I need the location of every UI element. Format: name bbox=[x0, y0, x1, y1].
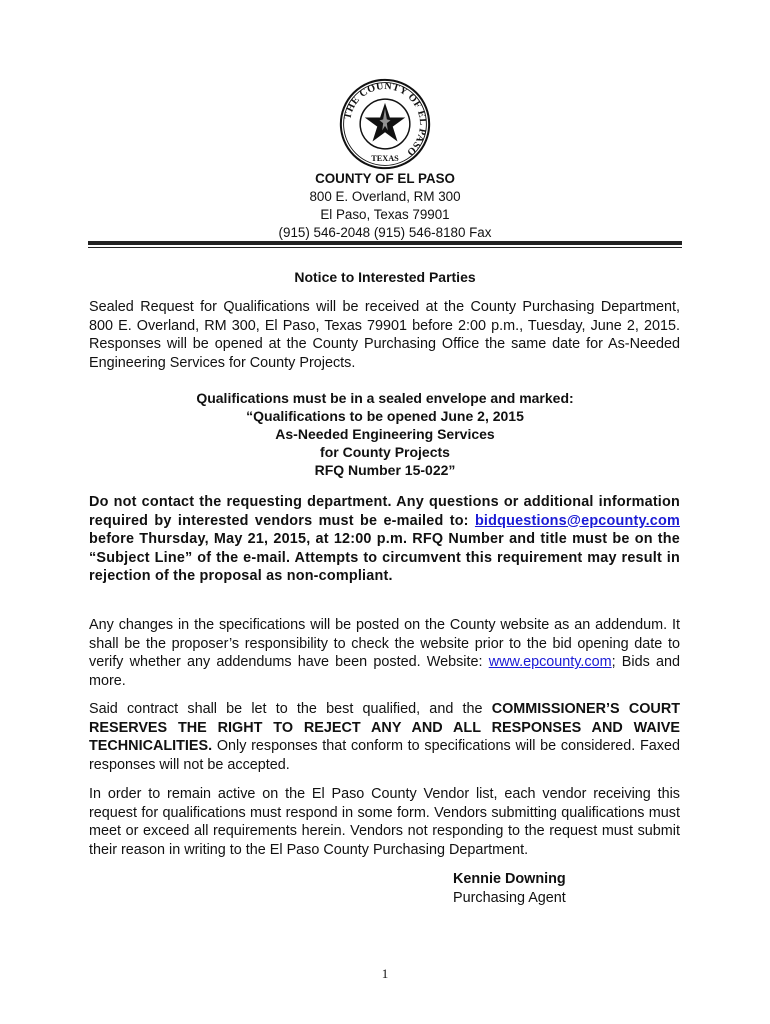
seal-bottom-text: TEXAS bbox=[371, 153, 399, 163]
changes-paragraph bbox=[89, 616, 680, 690]
address-line-1: 800 E. Overland, RM 300 bbox=[309, 189, 461, 204]
signatory-title: Purchasing Agent bbox=[453, 889, 566, 906]
envelope-line: Qualifications must be in a sealed envelope and marked: bbox=[196, 390, 574, 406]
envelope-line: “Qualifications to be opened June 2, 2015 bbox=[246, 408, 524, 424]
contact-text-after: before Thursday, May 21, 2015, at 12:00 p.m. RFQ Number and title must be on the “Subject Line” of the e-mail. Attempts to circumvent this requirement may result in rejection of the proposal as non-compliant. bbox=[89, 531, 680, 585]
contract-paragraph bbox=[89, 700, 680, 774]
envelope-line: RFQ Number 15-022” bbox=[314, 462, 456, 478]
envelope-line: As-Needed Engineering Services bbox=[275, 426, 495, 442]
contract-reservation: COMMISSIONER’S COURT RESERVES THE RIGHT TO REJECT ANY AND ALL RESPONSES AND WAIVE TECHNICALITIES. bbox=[89, 701, 680, 755]
changes-text-before: Any changes in the specifications will be posted on the County website as an addendum. It shall be the proposer’s responsibility to check the website prior to the bid opening date to verify whether any addendums have been posted. Website: bbox=[89, 617, 680, 671]
signature-block bbox=[453, 870, 566, 907]
page-number: 1 bbox=[381, 966, 389, 981]
signatory-name: Kennie Downing bbox=[453, 871, 566, 887]
contact-paragraph bbox=[89, 493, 680, 586]
contract-text-before: Said contract shall be let to the best qualified, and the bbox=[89, 701, 492, 717]
contact-text-before: Do not contact the requesting department. Any questions or additional information required by interested vendors must be e-mailed to: bbox=[89, 494, 680, 529]
email-link[interactable]: bidquestions@epcounty.com bbox=[474, 512, 680, 529]
phone-fax: (915) 546-2048 (915) 546-8180 Fax bbox=[278, 225, 492, 240]
contract-text-after: Only responses that conform to specifications will be considered. Faxed responses will not be accepted. bbox=[89, 738, 680, 773]
address-line-2: El Paso, Texas 79901 bbox=[320, 207, 450, 222]
website-link[interactable]: www.epcounty.com bbox=[488, 654, 612, 671]
changes-text-after: ; Bids and more. bbox=[89, 654, 681, 689]
org-name: COUNTY OF EL PASO bbox=[315, 171, 455, 186]
star-icon bbox=[365, 103, 405, 142]
vendor-list-paragraph: In order to remain active on the El Paso County Vendor list, each vendor receiving this request for qualifications must respond in some form. Vendors submitting qualifications must meet or exceed all requirements herein. Vendors not responding to the request must submit their reason in writing to the El Paso County Purchasing Department. bbox=[89, 786, 680, 858]
seal-ring-text: THE COUNTY OF EL PASO bbox=[342, 80, 429, 158]
county-seal-logo bbox=[339, 78, 431, 170]
letterhead bbox=[0, 170, 770, 242]
envelope-line: for County Projects bbox=[320, 444, 450, 460]
envelope-instructions bbox=[0, 389, 770, 479]
header-divider-thin bbox=[88, 247, 682, 248]
header-divider-thick bbox=[88, 241, 682, 245]
notice-title: Notice to Interested Parties bbox=[294, 269, 476, 285]
intro-paragraph: Sealed Request for Qualifications will be received at the County Purchasing Department, 800 E. Overland, RM 300, El Paso, Texas 79901 before 2:00 p.m., Tuesday, June 2, 2015. Responses will be opened at the County Purchasing Office the same date for As-Needed Engineering Services for County Projects. bbox=[89, 299, 680, 371]
